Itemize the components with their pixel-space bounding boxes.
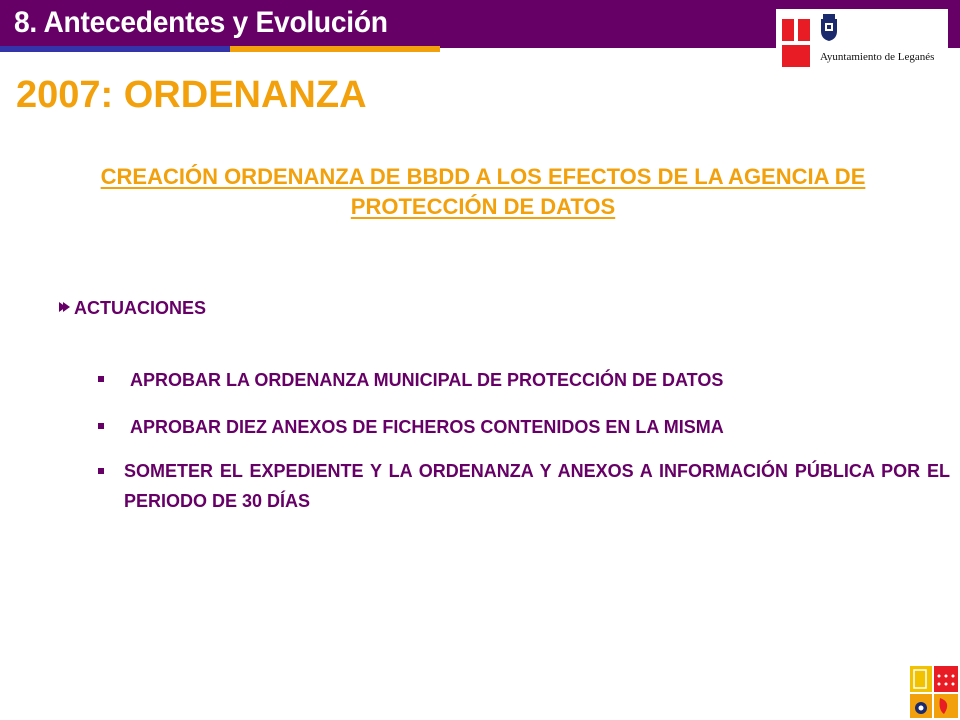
coat-of-arms-icon (818, 13, 840, 43)
square-bullet-icon (98, 423, 104, 429)
arrow-bullet-icon (58, 298, 74, 319)
header-rule-blue (0, 46, 230, 52)
ayuntamiento-leganes-logo (776, 9, 948, 71)
actuaciones-label: ACTUACIONES (74, 298, 207, 318)
subtitle-line-2: PROTECCIÓN DE DATOS (350, 194, 616, 219)
page-title: 2007: ORDENANZA (16, 74, 367, 116)
logo-text: Ayuntamiento de Leganés (820, 51, 935, 63)
list-item-text: APROBAR LA ORDENANZA MUNICIPAL DE PROTECCIÓN DE DATOS (130, 370, 724, 390)
section-title: 8. Antecedentes y Evolución (14, 6, 388, 39)
subtitle-line-1: CREACIÓN ORDENANZA DE BBDD A LOS EFECTOS DE LA AGENCIA DE (100, 164, 866, 189)
list-item (98, 462, 950, 516)
actuaciones-heading (58, 298, 206, 319)
comunidad-madrid-logo (908, 664, 960, 720)
header-rule-orange (230, 46, 440, 52)
square-bullet-icon (98, 376, 104, 382)
square-bullet-icon (98, 468, 104, 474)
subtitle (16, 162, 950, 222)
list-item-text: SOMETER EL EXPEDIENTE Y LA ORDENANZA Y ANEXOS A INFORMACIÓN PÚBLICA POR EL PERIODO DE 30 DÍAS (124, 461, 950, 511)
list-item-text: APROBAR DIEZ ANEXOS DE FICHEROS CONTENIDOS EN LA MISMA (130, 417, 724, 437)
